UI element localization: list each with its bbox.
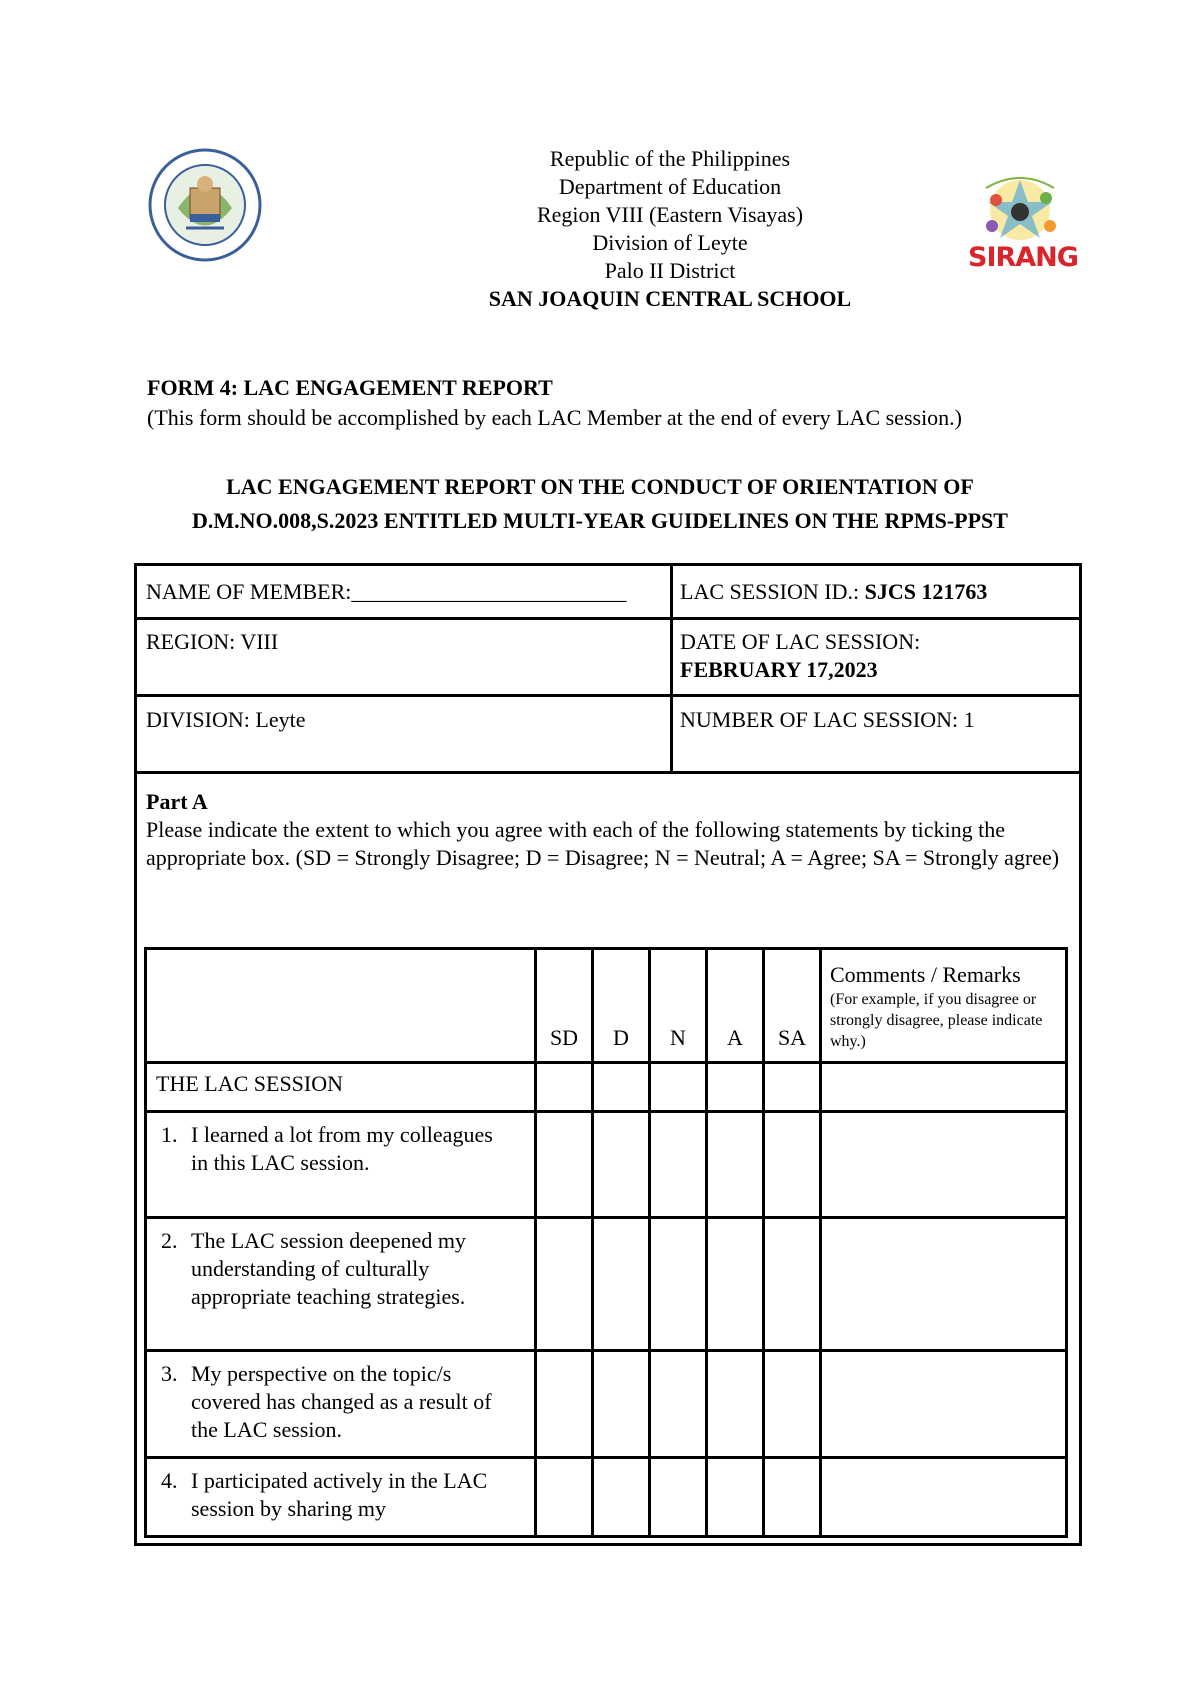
column-sd: SD [549,1025,579,1050]
column-d: D [613,1025,629,1050]
region-field: REGION: VIII [146,629,279,654]
column-n: N [670,1025,686,1050]
statement-2-number: 2. [161,1228,178,1253]
session-id-value: SJCS 121763 [864,579,988,604]
number-of-session-field: NUMBER OF LAC SESSION: 1 [680,707,975,732]
statement-4-number: 4. [161,1468,178,1493]
statement-1-number: 1. [161,1122,178,1147]
part-a-instructions: Please indicate the extent to which you agree with each of the following statements by ticking the appropriate box. (SD = Strongly Disagree; D = Disagree; N = Neutral; A = Agree; SA = Strongly agree) [146,817,1060,870]
statement-4-text: I participated actively in the LAC session by sharing my [191,1468,488,1521]
date-field [680,628,920,684]
part-a-section [146,788,1066,872]
letterhead [380,145,960,313]
comments-header: Comments / Remarks [830,962,1021,987]
header-department: Department of Education [558,174,782,199]
name-of-member-field[interactable]: NAME OF MEMBER:_________________________ [146,579,627,604]
session-id-label: LAC SESSION ID.: [680,579,865,604]
session-id-field [680,578,987,606]
date-value: FEBRUARY 17,2023 [680,657,878,682]
statement-2 [161,1227,481,1311]
comments-note: (For example, if you disagree or strongly disagree, please indicate why.) [830,991,1043,1050]
header-school-name: SAN JOAQUIN CENTRAL SCHOOL [488,286,852,311]
header-district: Palo II District [604,258,736,283]
column-a: A [727,1025,743,1050]
form-subtitle: (This form should be accomplished by each LAC Member at the end of every LAC session.) [147,405,963,430]
report-title-line1: LAC ENGAGEMENT REPORT ON THE CONDUCT OF ORIENTATION OF [226,474,974,499]
statement-3 [161,1360,501,1444]
section-the-lac-session: THE LAC SESSION [156,1071,344,1096]
report-title-line2: D.M.NO.008,S.2023 ENTITLED MULTI-YEAR GUIDELINES ON THE RPMS-PPST [192,508,1008,533]
report-title [130,470,1070,538]
statement-3-number: 3. [161,1361,178,1386]
header-region: Region VIII (Eastern Visayas) [536,202,804,227]
column-comments [830,961,1060,1052]
san-joaquin-school-seal-logo [148,148,262,262]
rating-table [144,947,1068,1538]
form-title: FORM 4: LAC ENGAGEMENT REPORT [147,375,553,400]
statement-1 [161,1121,501,1177]
statement-2-text: The LAC session deepened my understanding of culturally appropriate teaching strategies. [191,1228,466,1309]
date-label: DATE OF LAC SESSION: [680,629,921,654]
statement-1-text: I learned a lot from my colleagues in this LAC session. [191,1122,493,1175]
sirang-logo-text: SIRANG [968,242,1078,273]
column-sa: SA [777,1025,807,1050]
part-a-title: Part A [146,789,208,814]
statement-4 [161,1467,491,1523]
statement-3-text: My perspective on the topic/s covered has changed as a result of the LAC session. [191,1361,492,1442]
header-division: Division of Leyte [592,230,748,255]
header-republic: Republic of the Philippines [549,146,791,171]
division-field: DIVISION: Leyte [146,707,306,732]
